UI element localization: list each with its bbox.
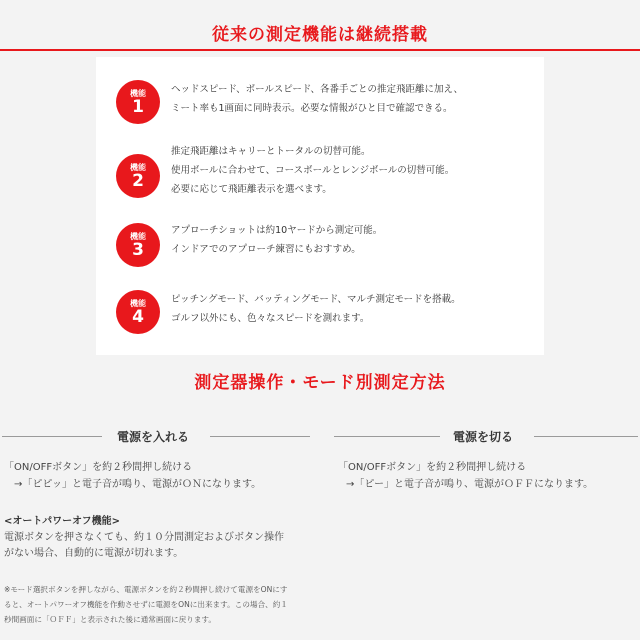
auto-power-off-desc: 電源ボタンを押さなくても、約１０分間測定およびボタン操作 [4, 532, 284, 543]
feature-text-1 [171, 80, 551, 118]
feature-badge-3 [116, 223, 160, 267]
power-off-title: 電源を切る [453, 430, 514, 444]
feature-line: ミート率も1画面に同時表示。必要な情報がひと目で確認できる。 [171, 103, 453, 114]
feature-line: 使用ボールに合わせて、コースボールとレンジボールの切替可能。 [171, 165, 455, 176]
footnote-line: 秒間画面に「ＯＦＦ」と表示された後に通常画面に戻ります。 [4, 615, 217, 624]
feature-badge-number: 1 [132, 97, 144, 117]
feature-badge-1 [116, 80, 160, 124]
power-on-title: 電源を入れる [117, 430, 190, 444]
feature-line: 推定飛距離はキャリーとトータルの切替可能。 [171, 146, 371, 157]
divider-line [534, 436, 638, 437]
feature-badge-label: 機能 [130, 299, 146, 308]
feature-line: ヘッドスピード、ボールスピード、各番手ごとの推定飛距離に加え、 [171, 84, 464, 95]
power-off-result: →「ピー」と電子音が鳴り、電源がＯＦＦになります。 [346, 479, 594, 490]
feature-badge-4 [116, 290, 160, 334]
feature-text-4 [171, 290, 551, 328]
feature-badge-2 [116, 154, 160, 198]
feature-badge-label: 機能 [130, 163, 146, 172]
feature-badge-number: 4 [132, 307, 144, 327]
power-off-instruction: 「ON/OFFボタン」を約２秒間押し続ける [338, 462, 527, 473]
power-on-instruction: 「ON/OFFボタン」を約２秒間押し続ける [4, 462, 193, 473]
footnote-line: ると、オートパワーオフ機能を作動させずに電源をONに出来ます。この場合、約１ [4, 600, 288, 609]
auto-power-off-title: <オートパワーオフ機能> [4, 516, 121, 527]
feature-badge-number: 3 [132, 240, 144, 260]
title-underline [0, 49, 640, 51]
footnote-line: ※モード選択ボタンを押しながら、電源ボタンを約２秒間押し続けて電源をONにす [4, 585, 288, 594]
power-on-result: →「ピピッ」と電子音が鳴り、電源がＯＮになります。 [14, 479, 262, 490]
divider-line [334, 436, 440, 437]
feature-line: ゴルフ以外にも、色々なスピードを測れます。 [171, 313, 370, 324]
feature-line: インドアでのアプローチ練習にもおすすめ。 [171, 244, 361, 255]
section-title-features: 従来の測定機能は継続搭載 [212, 25, 428, 45]
divider-line [2, 436, 102, 437]
feature-text-2 [171, 142, 551, 199]
section-title-operation: 測定器操作・モード別測定方法 [194, 373, 446, 393]
feature-badge-label: 機能 [130, 232, 146, 241]
auto-power-off-desc: がない場合、自動的に電源が切れます。 [4, 548, 184, 559]
feature-line: アプローチショットは約10ヤードから測定可能。 [171, 225, 383, 236]
feature-line: ピッチングモード、バッティングモード、マルチ測定モードを搭載。 [171, 294, 461, 305]
feature-badge-label: 機能 [130, 89, 146, 98]
feature-text-3 [171, 221, 551, 259]
features-card [96, 57, 544, 355]
feature-line: 必要に応じて飛距離表示を選べます。 [171, 184, 332, 195]
feature-badge-number: 2 [132, 171, 144, 191]
footnote [4, 582, 288, 627]
divider-line [210, 436, 310, 437]
